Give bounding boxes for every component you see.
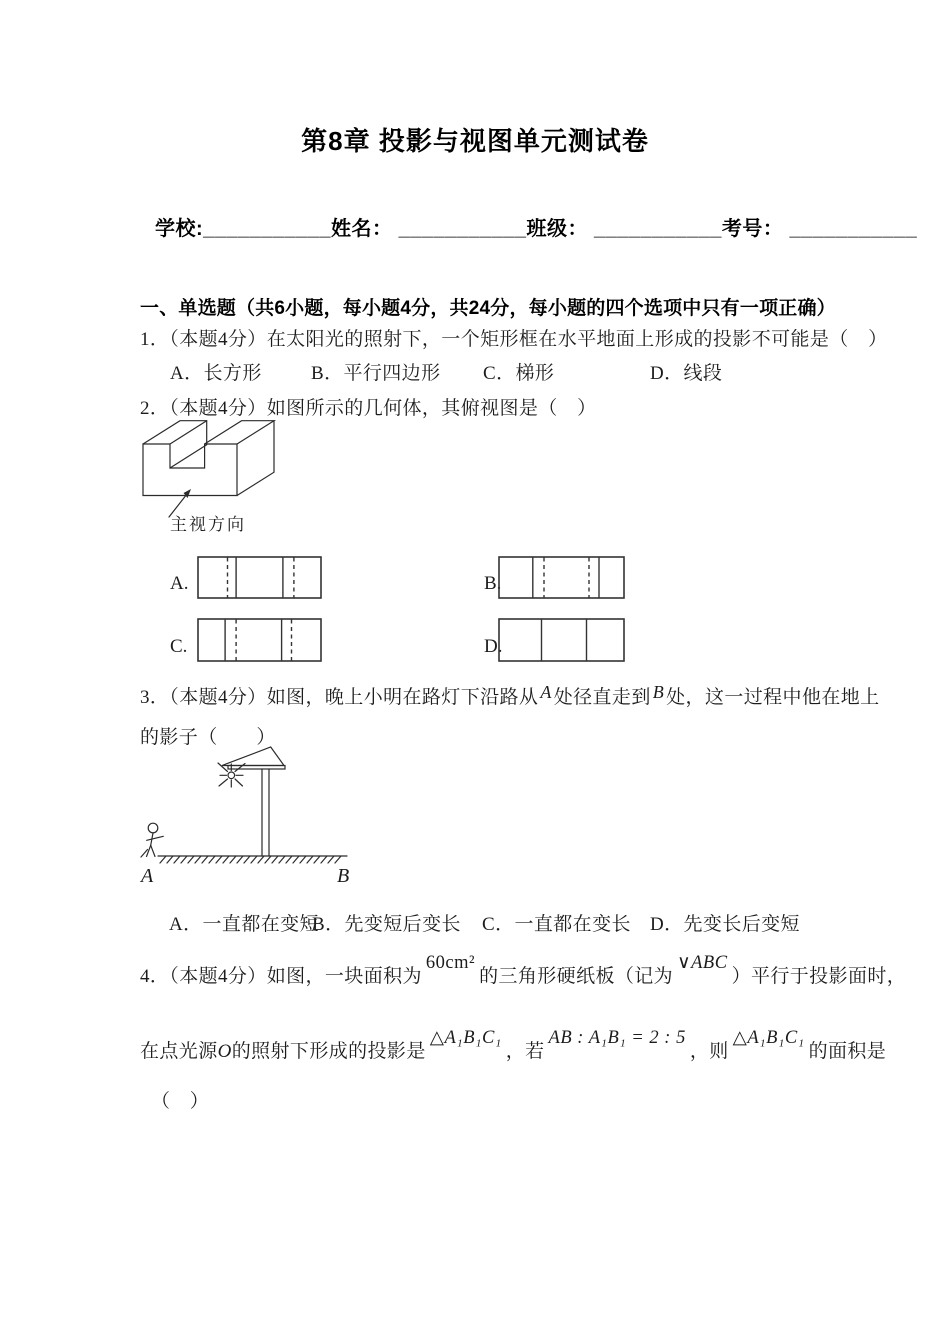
q1-option-b: B．平行四边形 — [311, 363, 441, 384]
point-b-var: B — [652, 682, 665, 702]
q2-text: 2．（本题4分）如图所示的几何体，其俯视图是（ ） — [140, 398, 597, 419]
section-heading: 一、单选题（共6小题，每小题4分，共24分，每小题的四个选项中只有一项正确） — [140, 298, 836, 319]
triangle-a1b1c1-formula: △A₁B₁C₁ — [429, 1028, 502, 1048]
q2-figure-caption: 主视方向 — [170, 515, 246, 534]
q1-option-c: C．梯形 — [483, 363, 555, 384]
q3-option-b: B．先变短后变长 — [312, 914, 461, 935]
school-blank: ___________ — [203, 218, 332, 240]
area-formula: 60cm² — [425, 953, 476, 973]
light-source-o-var: O — [217, 1041, 232, 1062]
header-fields — [155, 212, 917, 241]
q3-option-c: C．一直都在变长 — [482, 914, 631, 935]
name-label: 姓名： — [331, 218, 393, 240]
street-lamp — [222, 747, 285, 856]
ground — [158, 856, 347, 863]
stick-figure — [141, 823, 163, 857]
q2-option-d-figure — [498, 618, 625, 662]
q1-text: 1．（本题4分）在太阳光的照射下，一个矩形框在水平地面上形成的投影不可能是（ ） — [140, 329, 888, 350]
q3-lamp-figure — [134, 742, 414, 887]
examno-blank: ___________ — [789, 218, 918, 240]
q2-option-b-figure — [498, 556, 625, 599]
q2-option-a-figure — [197, 556, 322, 599]
q4-text-line1: 4．（本题4分）如图，一块面积为60cm²的三角形硬纸板（记为∨ABC）平行于投影面时， — [140, 953, 907, 987]
class-blank: ___________ — [594, 218, 722, 240]
q2-option-d-label: D. — [484, 636, 503, 657]
ground-label-a: A — [141, 865, 154, 887]
q2-option-c-figure — [197, 618, 322, 662]
q1-option-a: A．长方形 — [170, 363, 262, 384]
school-label: 学校: — [155, 218, 204, 240]
lamp-light-burst — [218, 763, 245, 787]
q4-text-line2: 在点光源O的照射下形成的投影是△A₁B₁C₁，若AB : A₁B₁ = 2 : 5，则△A₁B₁C₁的面积是 — [140, 1028, 887, 1062]
point-a-var: A — [540, 682, 552, 702]
q4-answer-parens: （ ） — [151, 1091, 210, 1112]
triangle-a1b1c1-formula-2: △A₁B₁C₁ — [732, 1028, 805, 1048]
name-blank: ___________ — [398, 218, 527, 240]
ground-label-b: B — [337, 865, 350, 887]
q2-option-a-label: A. — [170, 573, 189, 594]
triangle-abc-formula: ∨ABC — [677, 953, 728, 973]
u-shaped-block — [143, 421, 274, 496]
q3-option-d: D．先变长后变短 — [650, 914, 800, 935]
q1-option-d: D．线段 — [650, 363, 723, 384]
page-title: 第8章 投影与视图单元测试卷 — [301, 126, 649, 156]
q2-option-c-label: C. — [170, 636, 188, 657]
q2-solid-figure — [134, 418, 284, 522]
q3-text-line2: 的影子（ ） — [140, 727, 276, 748]
examno-label: 考号： — [721, 218, 784, 240]
class-label: 班级： — [526, 218, 588, 240]
q3-text-line1: 3．（本题4分）如图，晚上小明在路灯下沿路从 A 处径直走到 B 处，这一过程中他在地上 — [140, 682, 880, 708]
q3-option-a: A．一直都在变短 — [169, 914, 319, 935]
ground-hatching — [160, 856, 341, 863]
q2-option-b-label: B. — [484, 573, 502, 594]
ratio-formula: AB : A₁B₁ = 2 : 5 — [548, 1028, 686, 1048]
